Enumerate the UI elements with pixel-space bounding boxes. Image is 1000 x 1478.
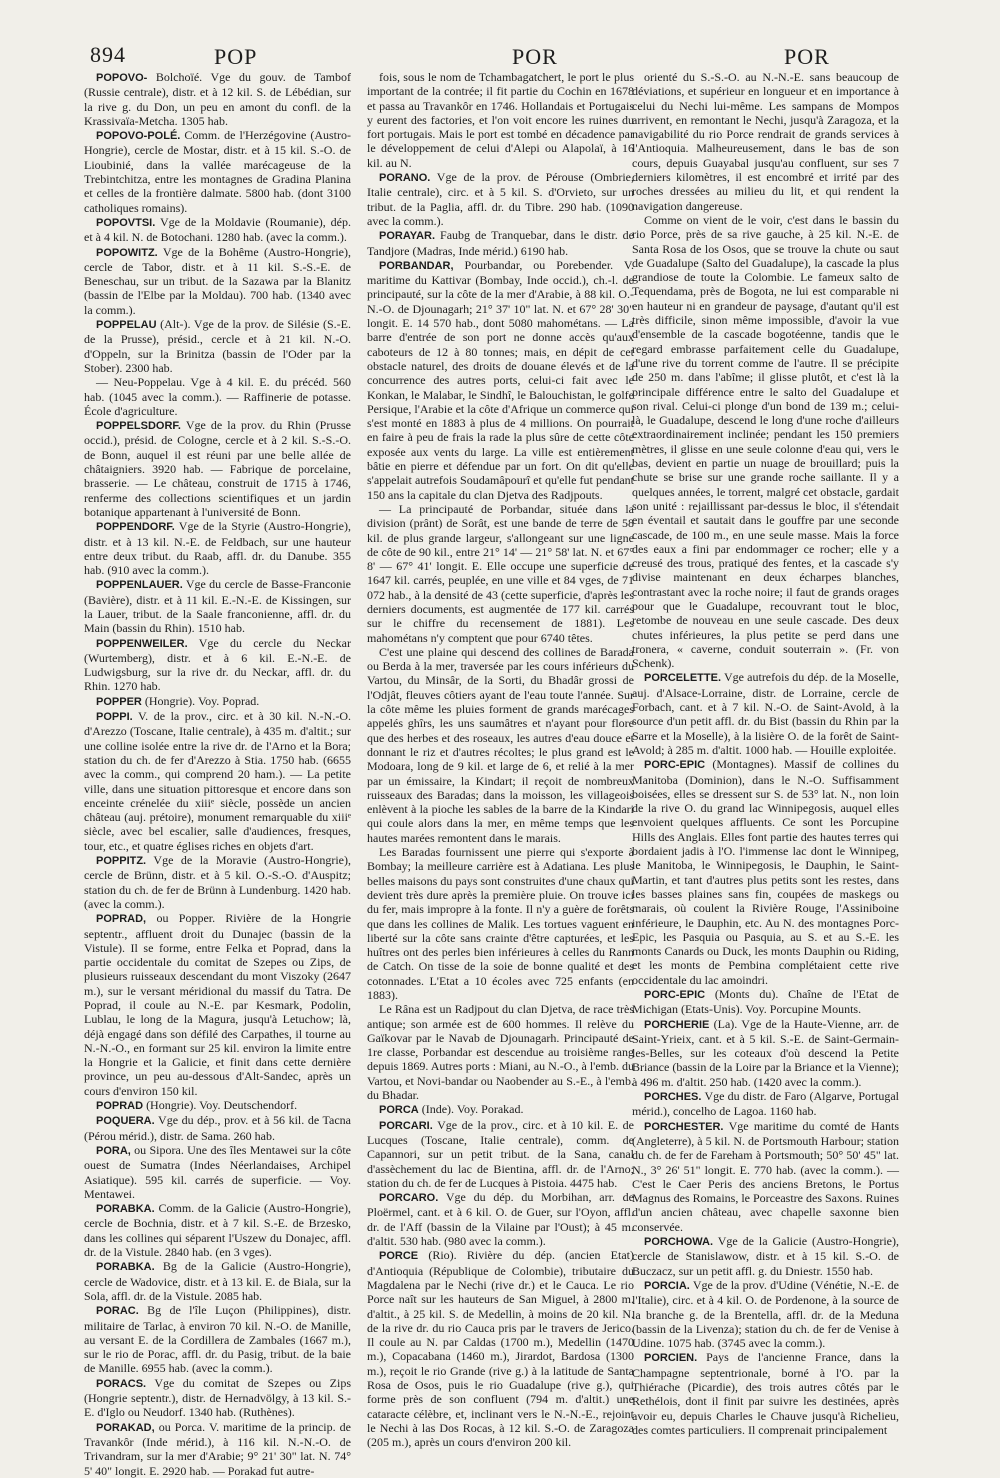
entry-headword: PORA, (96, 1144, 131, 1157)
dictionary-entry (84, 1143, 351, 1201)
dictionary-entry (84, 519, 351, 577)
dictionary-entry (632, 213, 899, 671)
entry-headword: PORAYAR. (379, 230, 436, 243)
entry-body: Faubg de Tranquebar, dans le distr. de Tandjore (Madras, Inde mérid.) 6190 hab. (367, 228, 634, 258)
dictionary-entry (84, 1259, 351, 1303)
dictionary-entry (632, 1350, 899, 1437)
dictionary-entry (632, 670, 899, 757)
entry-body: Pays de l'ancienne France, dans la Champagne septentrionale, borné à l'O. par la Thiérache (Picardie), des trois autres côtés par le Rethélois, dont il finit par suivre les destinées, après avoir eu, depuis Charles le Chauve jusqu'à Richelieu, des comtes particuliers. Il comprenait principalement (632, 1350, 900, 1437)
dictionary-entry (367, 1002, 634, 1102)
dictionary-entry (84, 1376, 351, 1420)
entry-body: Vge de la Bohême (Austro-Hongrie), cercle de Tabor, distr. et à 11 kil. S.-S.-E. de Beneschau, sur un tribut. de la Sazawa par la Blanitz (bassin de l'Elbe par la Moldau). 700 hab. (1340 avec la comm.). (84, 244, 351, 317)
entry-headword: POPPELSDORF. (96, 420, 181, 433)
entry-headword: POPRAD, (96, 913, 147, 926)
dictionary-entry (367, 1248, 634, 1449)
entry-headword: PORABKA. (96, 1261, 155, 1274)
dictionary-entry (367, 1102, 634, 1117)
entry-body: Vge du dép., prov. et à 56 kil. de Tacna (Pérou mérid.), distr. de Sama. 260 hab. (84, 1113, 351, 1143)
entry-headword: PORCHOWA. (644, 1236, 714, 1249)
entry-body: Vge de la prov. d'Udine (Vénétie, N.-E. de l'Italie), circ. et à 4 kil. O. de Pordenone, à la source de la branche g. de la Brentella, affl. dr. de la Meduna (bassin de la Livenza); station du ch. de fer de Venise à Udine. 1075 hab. (3745 avec la comm.). (632, 1277, 899, 1351)
entry-headword: PORCARI. (379, 1119, 433, 1132)
entry-body: fois, sous le nom de Tchambagatchert, le port le plus important de la contrée; il fit partie du Cochin en 1678 et passa au Travankôr en 1746. Hollandais et Portugais y eurent des factories, et l'on voit encore les ruines du fort portugais. Mais le port est tombé en décadence par le développement de celui d'Alepi ou Alapolaï, à 16 kil. au N. (367, 70, 634, 170)
dictionary-entry (84, 70, 351, 128)
dictionary-entry (84, 128, 351, 215)
entry-headword: PORC-EPIC (644, 989, 706, 1001)
page-number: 894 (90, 42, 126, 67)
entry-body: ou Porca. V. maritime de la princip. de Travankôr (Inde mérid.), à 116 kil. N.-N.-O. de Trivandram, sur la mer d'Arabie; 9° 21' 30" lat. N. 74° 5' 40" longit. E. 2920 hab. — Porakad fut autre- (84, 1419, 351, 1478)
entry-headword: PORCARO. (379, 1192, 439, 1205)
column-center (367, 70, 635, 1450)
entry-body: Pourbandar, ou Porebender. V. maritime du Kattivar (Bombay, Inde occid.), ch.-l. de principauté, sur la côte de la mer d'Arabie, à 88 kil. O.-N.-O. de Djounagarh; 21° 37' 10" lat. N. et 67° 28' 30" longit. E. 14 570 hab., dont 5080 mahométans. — La barre d'entrée de son port ne donne accès qu'aux caboteurs de 12 à 80 tonnes; mais, en dépit de cet obstacle naturel, des droits de douane élevés et de la concurrence des autres ports, celui-ci fait avec le Konkan, le Malabar, le Sindhî, le Balouchistan, le golfe Persique, l'Arabie et la côte d'Afrique un commerce qui s'est monté en 1883 à plus de 4 millions. On pourrait en faire à peu de frais la rade la plus sûre de cette côte exposée aux vents du large. La ville est entièrement bâtie en pierre et défendue par un fort. On dit qu'elle s'appelait autrefois Soudamâpourî et qu'elle fut pendant 150 ans la capitale du clan Djetva des Radjpouts. (367, 257, 634, 502)
entry-body: Bolchoïé. Vge du gouv. de Tambof (Russie centrale), distr. et à 12 kil. S. de Lébédian, sur la rive g. du Don, un peu en amont du confl. de la Krassivaïa-Metcha. 1305 hab. (84, 70, 352, 128)
entry-body: Les Baradas fournissent une pierre qui s'exporte à Bombay; la meilleure carrière est à Adatiana. Les plus belles maisons du pays sont construites d'une chaux qui devient très dure après la première pluie. On trouve ici du fer, mais impropre à la fonte. Il n'y a guère de forêts que dans les collines de Malik. Les tortues vaguent en liberté sur la côte sans crainte d'être capturées, et les huîtres ont des perles bien inférieures à celles du Rann de Catch. On tisse de la soie de bonne qualité et des cotonnades. L'Etat a 10 écoles avec 725 enfants (en 1883). (367, 845, 634, 1002)
column-left (84, 70, 352, 1478)
entry-body: (Montagnes). Massif de collines du Manitoba (Dominion), dans le N.-O. Suffisamment boisées, elles se dressent sur S. de 53° lat. N., non loin de la rive O. du grand lac Winnipegosis, auquel elles envoient quelques affluents. Ce sont les Porcupine Hills des Anglais. Elles font partie des hautes terres qui bordaient jadis à l'O. l'immense lac dont le Winnipeg, le Manitoba, le Winnipegosis, le Dauphin, le Saint-Martin, et tant d'autres plus petits sont les restes, dans les basses plaines sans fin, coupées de maskegs ou marais, où coulent la Rivière Rouge, l'Assiniboine inférieure, le Dauphin, etc. Au N. des montagnes Porc-Epic, les Pasquia ou Pasquia, au S. et au S.-E. les monts Canards ou Duck, les monts Dauphin ou Riding, et les monts de Pembina complétaient cette rive occidentale du lac amoindri. (632, 757, 899, 987)
dictionary-entry (632, 1119, 899, 1234)
entry-body: (La). Vge de la Haute-Vienne, arr. de Saint-Yrieix, cant. et à 5 kil. S.-E. de Saint-Germain-les-Belles, sur les coteaux d'où descend la Petite Briance (bassin de la Loire par la Briance et la Vienne); à 496 m. d'altit. 250 hab. (1420 avec la comm.). (632, 1016, 899, 1089)
entry-body: Comm. de la Galicie (Austro-Hongrie), cercle de Bochnia, distr. et à 7 kil. S.-E. de Brzesko, dans les collines qui séparent l'Uszew du Donajec, affl. dr. de la Vistule. 2840 hab. (en 3 vges). (84, 1201, 352, 1260)
dictionary-entry (84, 1303, 351, 1375)
entry-headword: POPOVTSI. (96, 216, 156, 229)
entry-headword: POQUERA. (96, 1115, 155, 1128)
entry-headword: POPPER (96, 695, 142, 708)
dictionary-entry (632, 757, 899, 987)
entry-body: Vge de la Galicie (Austro-Hongrie), cercle de Stanislawow, distr. et à 15 kil. S.-O. de Buczacz, sur un petit affl. g. du Dniestr. 1550 hab. (632, 1234, 899, 1278)
entry-headword: PORABKA. (96, 1203, 155, 1216)
dictionary-entry (84, 375, 351, 418)
column-right (632, 70, 900, 1437)
text-columns (84, 70, 900, 1478)
entry-body: Vge du dép. du Morbihan, arr. de Ploërmel, cant. et à 6 kil. O. de Guer, sur l'Oyon, affl. dr. de l'Aff (bassin de la Vilaine par l'Oust); à 45 m. d'altit. 530 hab. (980 avec la comm.). (367, 1190, 634, 1249)
entry-body: Vge de la prov., circ. et à 10 kil. E. de Lucques (Toscane, Italie centrale), comm. de Capannori, sur un petit tribut. de la Sana, canal d'assèchement du lac de Bientina, affl. dr. de l'Arno; station du ch. de fer de Lucques à Pistoia. 4475 hab. (367, 1117, 634, 1190)
dictionary-entry (367, 70, 634, 170)
dictionary-entry (84, 1201, 351, 1259)
dictionary-entry (367, 170, 634, 228)
entry-body: Le Râna est un Radjpout du clan Djetva, de race très antique; son armée est de 600 hommes. Il relève du Gaïkovar par le Navab de Djounagarh. Principauté de 1re classe, Porbandar est descendue au troisième rang depuis 1869. Autres ports : Miani, au N.-O., à l'emb. du Vartou, et Novi-bandar ou Naobender au S.-E., à l'emb. du Bhadar. (367, 1002, 634, 1103)
entry-headword: POPPENDORF. (96, 521, 175, 534)
running-head-center: POR (512, 44, 558, 69)
entry-body: Vge du comitat de Szepes ou Zips (Hongrie septentr.), distr. de Hernadvölgy, à 13 kil. S.-E. d'Iglo ou Neudorf. 1340 hab. (Ruthènes). (84, 1375, 351, 1420)
entry-body: C'est une plaine qui descend des collines de Barada ou Berda à la mer, traversée par les cours inférieurs du Vartou, du Minsâr, de la Sorti, du Bhadâr grossi de l'Odjât, fleuves côtiers ayant de l'eau toute l'année. Sur la côte même les pluies forment de grands marécages appelés ghîrs, les uns saumâtres et n'ayant pour flore que des herbes et des roseaux, les autres d'eau douce et donnant le riz et d'autres récoltes; le plus grand est le Modoara, long de 9 kil. et large de 6, et relié à la mer par un émissaire, la Kindart; il reçoit de nombreux ruisseaux des Baradas; dans la moisson, les villageois enlèvent à la pioche les sables de la barre de la Kindari qui coule alors dans la mer, en même temps que les hautes marées remontent dans le marais. (367, 644, 634, 845)
entry-body: Comme on vient de le voir, c'est dans le bassin du rio Porce, près de sa rive gauche, à 25 kil. N.-E. de Santa Rosa de los Osos, que se trouve la chute ou saut de Guadalupe (Salto del Guadalupe), la cascade la plus grandiose de toute la Colombie. Le fameux salto de Tequendama, près de Bogota, ne lui est comparable ni en hauteur ni en grandeur de paysage, d'autant qu'il est très difficile, sinon même impossible, d'avoir la vue d'ensemble de la cascade bogotéenne, tandis que le regard embrasse parfaitement celle du Guadalupe, d'une rive du torrent comme de l'autre. Il se précipite de 250 m. dans l'abîme; il glisse plutôt, et c'est là la principale différence entre le salto del Guadalupe et son rival. Celui-ci plonge d'un bond de 139 m.; celui-là, le Guadalupe, descend le long d'une roche d'ailleurs extraordinairement inclinée; pendant les 150 premiers mètres, il glisse en une seule colonne d'eau qui, vers le bas, devient en partie un nuage de brouillard; puis la chute se brise sur une grande roche saillante. Il y a quelques années, le torrent, malgré cet obstacle, gardait son unité : rejaillissant par-dessus le bloc, il s'étendait en éventail et sautait dans le gouffre par une seconde cascade, de 100 m., en une seule masse. Mais la force des eaux a fini par endommager ce rocher; elle y a creusé des trous, pratiqué des fentes, et la cascade s'y divise maintenant en deux écharpes blanches, contrastant avec la roche noire; il faut de grands orages pour que le Guadalupe, recouvrant tout le bloc, retombe de nouveau en une seule cascade. Des deux chutes inférieures, la plus petite se perd dans une tronera, « caverne, conduit souterrain ». (Fr. von Schenk). (632, 212, 899, 671)
dictionary-entry (84, 245, 351, 317)
page-header (90, 42, 888, 72)
entry-body: — La principauté de Porbandar, située dans la division (prânt) de Sorât, est une bande de terre de 58 kil. de plus grande largeur, s'allongeant sur une ligne de côte de 90 kil., entre 21° 14' — 21° 58' lat. N. et 67° 8' — 67° 41' longit. E. Elle occupe une superficie de 1647 kil. carrés, peuplée, en une ville et 84 vges, de 71 072 hab., à la densité de 43 (cette superficie, d'après les derniers documents, est augmentée de 177 kil. carrés sur le chiffre du recensement de 1881). Les mahométans n'y comptent que pour 6740 têtes. (367, 501, 634, 645)
entry-headword: PORC-EPIC (644, 759, 706, 772)
entry-body: (Hongrie). Voy. Poprad. (144, 693, 260, 708)
entry-body: Vge du distr. de Faro (Algarve, Portugal mérid.), concelho de Lagoa. 1160 hab. (632, 1089, 899, 1119)
entry-body: ou Sipora. Une des îles Mentawei sur la côte ouest de Sumatra (Indes Néerlandaises, Archipel Asiatique). 595 kil. carrés de superficie. — Voy. Mentawei. (84, 1142, 352, 1201)
dictionary-entry (84, 1098, 351, 1113)
entry-body: Vge du cercle du Neckar (Wurtemberg), distr. et à 6 kil. E.-N.-E. de Ludwigsburg, sur la rive dr. du Neckar, affl. dr. du Rhin. 1270 hab. (84, 635, 351, 694)
entry-body: Vge autrefois du dép. de la Moselle, auj. d'Alsace-Lorraine, distr. de Lorraine, cercle de Forbach, cant. et à 7 kil. N.-O. de Saint-Avold, à la source d'un petit affl. dr. du Bist (bassin du Rhin par la Sarre et la Moselle), à la lisière O. de la forêt de Saint-Avold; à 285 m. d'altit. 1000 hab. — Houille exploitée. (632, 670, 899, 757)
dictionary-entry (84, 577, 351, 635)
running-head-left: POP (214, 44, 258, 69)
entry-headword: POPPITZ. (96, 855, 147, 868)
dictionary-entry (632, 70, 899, 213)
entry-body: (Alt-). Vge de la prov. de Silésie (S.-E. de la Prusse), présid., cercle et à 21 kil. N.-O. d'Oppeln, sur la Brinitza (bassin de l'Oder par la Stober). 2300 hab. (84, 317, 351, 375)
entry-body: (Rio). Rivière du dép. (ancien Etat) d'Antioquia (République de Colombie), tributaire du Magdalena par le Nechi (rive dr.) et le Cauca. Le rio Porce naît sur les hauteurs de San Miguel, à 2800 m. d'altit., à 25 kil. S. de Medellin, à moins de 20 kil. N. de la rive dr. du rio Cauca pris par le travers de Jerico. Il coule au N. par Caldas (1700 m.), Medellin (1470 m.), Copacabana (1460 m.), Jirardot, Bardosa (1300 m.), reçoit le rio Grande (rive g.) à la latitude de Santa Rosa de Osos, puis le rio Guadalupe (rive g.), qui forme près de son confluent (794 m. d'altit.) une cataracte célèbre, et, inclinant vers le N.-N.-E., rejoint le Nechi à las Dos Rocas, à 12 kil. S.-O. de Zaragoza (205 m.), après un cours d'environ 200 kil. (367, 1248, 635, 1450)
entry-headword: POPPELAU (96, 319, 157, 332)
entry-body: Vge maritime du comté de Hants (Angleterre), à 5 kil. N. de Portsmouth Harbour; station du ch. de fer de Fareham à Portsmouth; 50° 50' 45" lat. N., 3° 26' 51" longit. E. 770 hab. (avec la comm.). — C'est le Caer Peris des anciens Bretons, le Portus Magnus des Romains, le Porceastre des Saxons. Ruines d'un ancien château, avec chapelle saxonne bien conservée. (632, 1118, 899, 1234)
entry-headword: PORCIEN. (644, 1352, 698, 1365)
dictionary-entry (84, 317, 351, 375)
entry-headword: POPOVO- (96, 72, 148, 84)
entry-headword: POPPENLAUER. (96, 579, 183, 592)
entry-headword: POPPI. (96, 711, 133, 724)
entry-headword: PORAC. (96, 1305, 139, 1318)
dictionary-entry (632, 1089, 899, 1119)
dictionary-entry (84, 709, 351, 853)
entry-body: Vge du cercle de Basse-Franconie (Bavière), distr. et à 11 kil. E.-N.-E. de Kissingen, sur la Lauer, tribut. de la Saale franconienne, affl. dr. du Main (bassin du Rhin). 1510 hab. (84, 577, 351, 636)
dictionary-entry (367, 1118, 634, 1190)
entry-body: Vge de la Styrie (Austro-Hongrie), distr. et à 13 kil. N.-E. de Feldbach, sur une hauteur entre deux tribut. du Raab, affl. dr. du Danube. 355 hab. (910 avec la comm.). (84, 519, 351, 578)
dictionary-entry (367, 502, 634, 645)
entry-headword: PORCA (379, 1104, 419, 1117)
entry-headword: PORACS. (96, 1377, 147, 1390)
dictionary-entry (84, 1113, 351, 1143)
entry-body: (Inde). Voy. Porakad. (421, 1102, 524, 1117)
dictionary-entry (632, 1017, 899, 1089)
dictionary-entry (367, 645, 634, 845)
entry-headword: PORANO. (379, 172, 431, 185)
entry-body: orienté du S.-S.-O. au N.-N.-E. sans beaucoup de déviations, et supérieur en longueur et en importance à celui du Nechi lui-même. Les sampans de Mompos arrivent, en remontant le Nechi, jusqu'à Zaragoza, et la navigabilité du rio Porce rendrait de grands services à l'Antioquia. Malheureusement, dans le bas de son cours, depuis Guayabal jusqu'au confluent, sur ses 7 derniers kilomètres, il est encombré et irrité par des roches dressées au milieu du lit, et qui rendent la navigation dangereuse. (632, 70, 899, 213)
entry-body: Comm. de l'Herzégovine (Austro-Hongrie), cercle de Mostar, distr. et à 15 kil. S.-O. de Lioubinié, dans la vallée marécageuse de la Trebintchitza, entre les montagnes de Gradina Planina et celles de la frontière dalmate. 5800 hab. (dont 3100 catholiques romains). (84, 128, 351, 215)
entry-headword: POPOVO-POLÉ. (96, 130, 181, 143)
entry-body: (Hongrie). Voy. Deutschendorf. (146, 1098, 298, 1113)
entry-body: Vge de la Moravie (Austro-Hongrie), cercle de Brünn, distr. et à 5 kil. O.-S.-O. d'Auspitz; station du ch. de fer de Brünn à Lundenburg. 1420 hab. (avec la comm.). (84, 853, 351, 911)
entry-body: Bg de l'île Luçon (Philippines), distr. militaire de Tarlac, à environ 70 kil. N.-O. de Manille, au versant E. de la Cordillera de Zambales (1667 m.), sur le rio de Porac, affl. dr. du Pasig, tribut. de la baie de Manille. 6955 hab. (avec la comm.). (84, 1303, 351, 1376)
entry-headword: POPOWITZ. (96, 246, 158, 259)
dictionary-entry (367, 258, 634, 502)
dictionary-entry (84, 215, 351, 245)
entry-body: Vge de la prov. du Rhin (Prusse occid.), présid. de Cologne, cercle et à 2 kil. S.-S.-O. de Bonn, auquel il est réuni par une belle allée de châtaigniers. 3920 hab. — Fabrique de porcelaine, brasserie. — Le château, construit de 1715 à 1746, renferme des collections scientifiques et un jardin botanique appartenant à l'université de Bonn. (84, 418, 351, 519)
entry-body: (Monts du). Chaîne de l'Etat de Michigan (Etats-Unis). Voy. Porcupine Mounts. (632, 987, 899, 1017)
dictionary-entry (84, 911, 351, 1098)
entry-headword: PORCHERIE (644, 1018, 710, 1031)
entry-body: ou Popper. Rivière de la Hongrie septentr., affluent droit du Dunajec (bassin de la Vistule). Il se forme, entre Felka et Poprad, dans la partie occidentale du comitat de Szepes ou Zips, de plusieurs ruisseaux descendant du mont Viszoky (2647 m.), sur le versant méridional du massif du Tatra. De Poprad, il coule au N.-E. par Kesmark, Podolin, Lublau, le long de la Magura, jusqu'à Letuchow; là, déjà engagé dans son défilé des Carpathes, il tourne au N.-N.-O., en formant sur 25 kil. environ la limite entre la Hongrie et la Galicie, et finit dans cette dernière province, un peu au-dessous d'Alt-Sandec, après un cours d'environ 150 kil. (84, 911, 352, 1098)
entry-body: V. de la prov., circ. et à 30 kil. N.-N.-O. d'Arezzo (Toscane, Italie centrale), à 435 m. d'altit.; sur une colline isolée entre la rive dr. de l'Arno et la Bora; station du ch. de fer d'Arezzo à Stia. 1750 hab. (6655 avec la comm., qui comprend 20 ham.). — La petite ville, dans une situation pittoresque et encore dans son enceinte crénelée du xiiiᵉ siècle, possède un ancien château (auj. prétoire), monument remarquable du xiiiᵉ siècle, avec bel escalier, salle d'audiences, fresques, tour, etc., et quatre églises riches en objets d'art. (84, 709, 351, 853)
dictionary-entry (367, 228, 634, 258)
dictionary-entry (84, 418, 351, 519)
entry-headword: PORAKAD, (96, 1421, 155, 1434)
dictionary-entry (632, 1278, 899, 1350)
entry-headword: PORCE (379, 1250, 419, 1263)
dictionary-entry (367, 1190, 634, 1248)
entry-headword: PORCHESTER. (644, 1120, 724, 1133)
entry-body: Bg de la Galicie (Austro-Hongrie), cercle de Wadovice, distr. et à 13 kil. E. de Biala, sur la Sola, affl. dr. de la Vistule. 2085 hab. (84, 1259, 351, 1303)
dictionary-entry (632, 1234, 899, 1278)
entry-headword: POPPENWEILER. (96, 637, 188, 650)
dictionary-entry (84, 694, 351, 709)
entry-headword: PORBANDAR, (379, 259, 454, 272)
entry-headword: POPRAD (96, 1100, 144, 1113)
entry-headword: PORCHES. (644, 1091, 702, 1104)
entry-body: Vge de la prov. de Pérouse (Ombrie, Italie centrale), circ. et à 5 kil. S. d'Orvieto, sur un tribut. de la Paglia, affl. dr. du Tibre. 290 hab. (1090 avec la comm.). (367, 170, 634, 228)
running-head-right: POR (784, 44, 830, 69)
dictionary-entry (84, 636, 351, 694)
entry-body: Vge de la Moldavie (Roumanie), dép. et à 4 kil. N. de Botochani. 1280 hab. (avec la comm.). (84, 214, 351, 245)
dictionary-entry (84, 853, 351, 911)
dictionary-entry (632, 987, 899, 1017)
dictionary-entry (84, 1420, 351, 1478)
dictionary-entry (367, 845, 634, 1002)
entry-headword: PORCIA. (644, 1279, 690, 1292)
entry-body: — Neu-Poppelau. Vge à 4 kil. E. du précéd. 560 hab. (1045 avec la comm.). — Raffinerie de potasse. École d'agriculture. (84, 375, 351, 418)
entry-headword: PORCELETTE. (644, 672, 722, 685)
